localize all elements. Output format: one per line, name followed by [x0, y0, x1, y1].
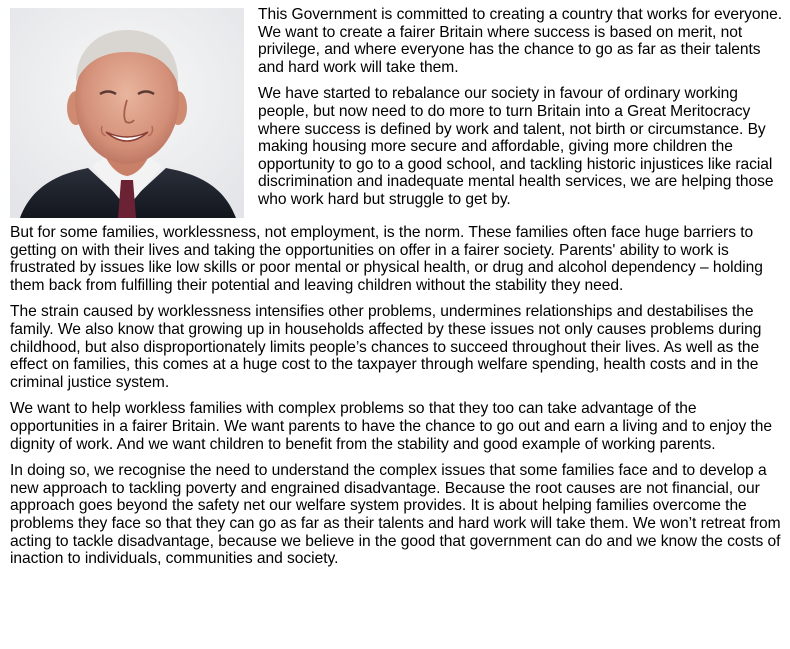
document-page	[10, 6, 784, 577]
paragraph-6: In doing so, we recognise the need to understand the complex issues that some families face and to develop a new approach to tackling poverty and engrained disadvantage. Because the root causes are not financial, our approach goes beyond the safety net our welfare system provides. It is about helping families overcome the problems they face so that they can go as far as their talents and hard work will take them. We won’t retreat from acting to tackle disadvantage, because we believe in the good that government can do and we know the costs of inaction to individuals, communities and society.	[10, 462, 781, 568]
portrait-illustration	[10, 8, 244, 218]
paragraph-1: This Government is committed to creating a country that works for everyone. We want to create a fairer Britain where success is based on merit, not privilege, and where everyone has the chance to go as far as their talents and hard work will take them.	[258, 6, 783, 76]
paragraph-4: The strain caused by worklessness intensifies other problems, undermines relationships and destabilises the family. We also know that growing up in households affected by these issues not only causes problems during childhood, but also disproportionately limits people’s chances to succeed throughout their lives. As well as the effect on families, this comes at a huge cost to the taxpayer through welfare spending, health costs and in the criminal justice system.	[10, 303, 762, 391]
portrait-photo-icon	[10, 8, 244, 218]
paragraph-3: But for some families, worklessness, not employment, is the norm. These families often face huge barriers to getting on with their lives and taking the opportunities on offer in a fairer society. Parents' ability to work is frustrated by issues like low skills or poor mental or physical health, or drug and alcohol dependency – holding them back from fulfilling their potential and leaving children without the stability they need.	[10, 224, 763, 294]
paragraph-2: We have started to rebalance our society in favour of ordinary working people, but now need to do more to turn Britain into a Great Meritocracy where success is defined by work and talent, not birth or circumstance. By making housing more secure and affordable, giving more children the opportunity to go to a good school, and tackling historic injustices like racial discrimination and inadequate mental health services, we are helping those who work hard but struggle to get by.	[258, 85, 774, 208]
paragraph-5: We want to help workless families with complex problems so that they too can take advantage of the opportunities in a fairer Britain. We want parents to have the chance to go out and earn a living and to enjoy the dignity of work. And we want children to benefit from the stability and good example of working parents.	[10, 400, 773, 453]
